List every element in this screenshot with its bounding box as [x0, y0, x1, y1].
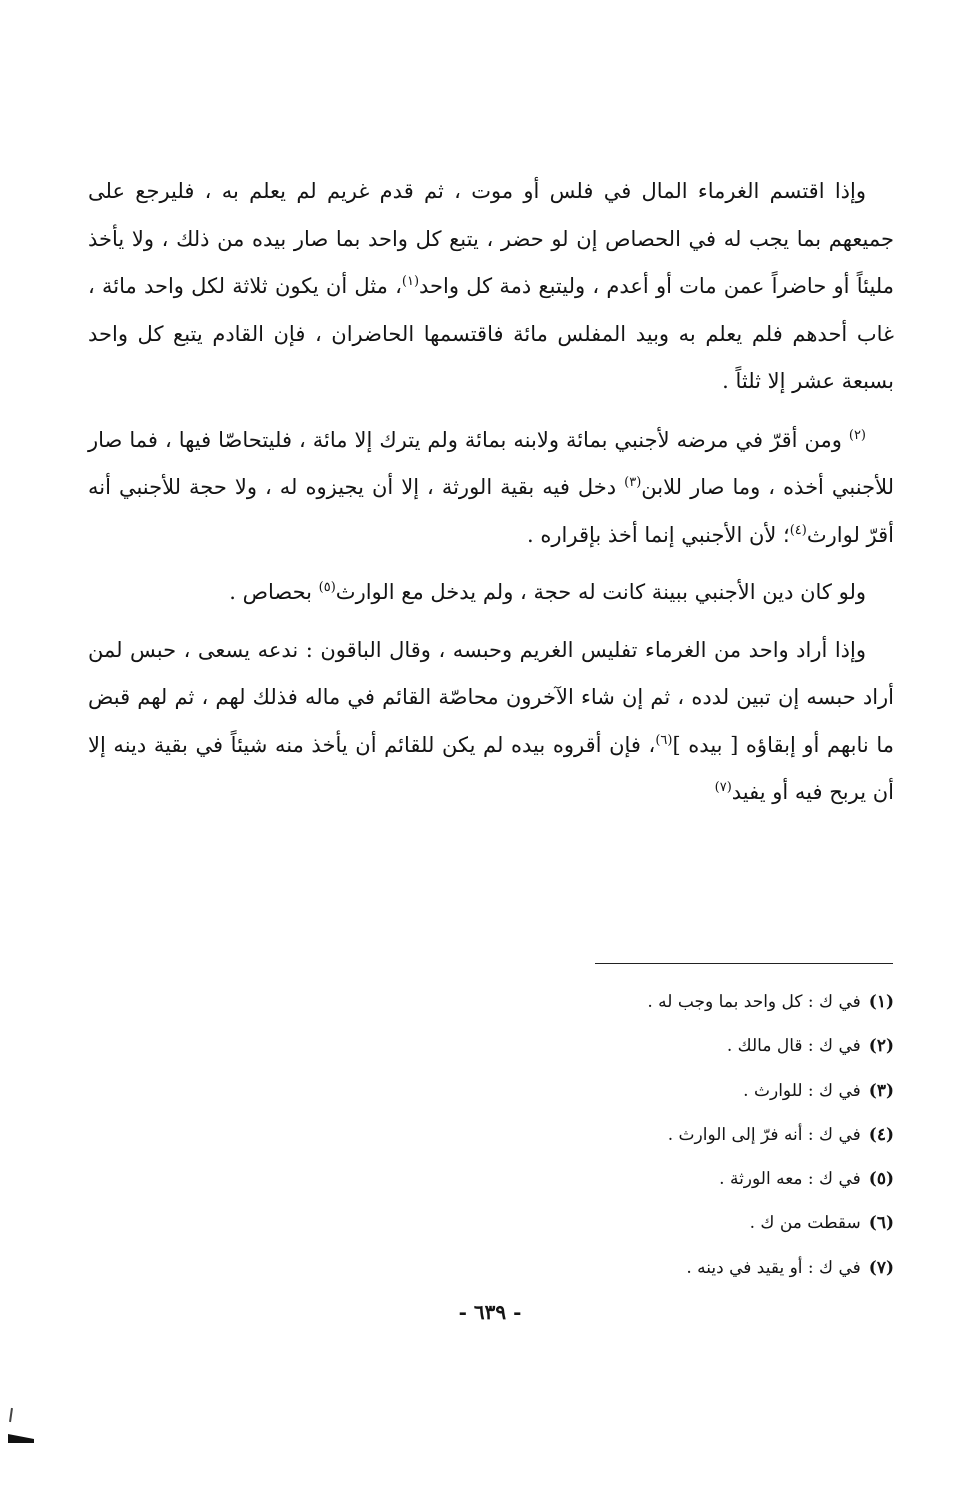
paragraph-1 — [88, 168, 894, 406]
footnote-text: في ك : أو يقيد في دينه . — [686, 1257, 861, 1278]
footnote-item — [300, 1024, 894, 1068]
margin-edge-mark — [8, 1434, 34, 1443]
footnote-item — [300, 980, 894, 1024]
footnote-ref: (٦) — [655, 732, 673, 748]
text-run: ، مثل أن يكون ثلاثة لكل واحد مائة ، غاب أحدهم فلم يعلم به وبيد المفلس مائة فاقتسمها الحاضران ، فإن القادم يتبع كل واحد بسبعة عشر إلا ثلثاً . — [88, 274, 894, 393]
footnote-ref: (٧) — [714, 780, 732, 795]
footnote-number: (٢) — [868, 1036, 894, 1057]
footnote-number: (٥) — [868, 1169, 894, 1190]
footnote-ref: (٤) — [789, 522, 807, 538]
footnote-item — [300, 1246, 894, 1290]
footnote-item — [300, 1157, 894, 1201]
footnote-ref: (٢) — [848, 427, 866, 443]
text-run: ومن أقرّ في مرضه لأجنبي بمائة ولابنه بمائة ولم يترك إلا مائة ، فليتحاصّا فيها ، فما صار للأجنبي أخذه ، وما صار للابن — [88, 427, 894, 499]
text-run: بحصاص . — [229, 580, 319, 604]
footnote-divider — [595, 963, 893, 964]
footnote-text: في ك : كل واحد بما وجب له . — [647, 992, 861, 1012]
text-run: وإذا اقتسم الغرماء المال في فلس أو موت ، ثم قدم غريم لم يعلم به ، فليرجع على جميعهم بما يجب له في الحصاص إن لو حضر ، يتبع كل واحد بما صار بيده من ذلك ، ولا يأخذ مليئاً أو حاضراً عمن مات أو أعدم ، وليتبع ذمة كل واحد — [88, 179, 894, 298]
footnote-number: (٣) — [868, 1080, 894, 1101]
footnote-number: (٤) — [868, 1124, 894, 1145]
footnote-text: في ك : أنه فرّ إلى الوارث . — [667, 1124, 861, 1145]
footnote-ref: (٥) — [318, 580, 336, 595]
footnote-ref: (١) — [401, 274, 420, 289]
text-run: وإذا أراد واحد من الغرماء تفليس الغريم وحبسه ، وقال الباقون : ندعه يسعى ، حبس لمن أراد حبسه إن تبين لدده ، ثم إن شاء الآخرون محاصّة القائم في ماله فذلك لهم ، ثم لهم قبض ما نابهم أو إبقاؤه [ بيده ] — [88, 637, 895, 757]
paragraph-4 — [88, 627, 894, 817]
footnote-text: في ك : معه الورثة . — [719, 1169, 861, 1190]
paragraph-2 — [88, 417, 894, 560]
footnote-item — [300, 1201, 894, 1245]
footnote-item — [300, 1069, 894, 1113]
footnote-number: (٧) — [868, 1257, 894, 1278]
footnote-ref: (٣) — [624, 475, 642, 490]
footnote-text: في ك : قال مالك . — [726, 1036, 861, 1057]
footnote-number: (٦) — [868, 1213, 894, 1234]
text-run: ولو كان دين الأجنبي ببينة كانت له حجة ، ولم يدخل مع الوارث — [335, 580, 866, 604]
margin-tick-mark — [9, 1408, 13, 1422]
main-text-block — [88, 168, 894, 828]
text-run: ؛ لأن الأجنبي إنما أخذ بإقراره . — [527, 522, 790, 547]
page-number: - ٦٣٩ - — [458, 1300, 522, 1324]
text-run: دخل فيه بقية الورثة ، إلا أن يجيزوه له ، ولا حجة للأجنبي أنه أقرّ لوارث — [88, 475, 894, 547]
footnote-number: (١) — [868, 992, 894, 1012]
footnote-text: في ك : للوارث . — [743, 1080, 861, 1101]
paragraph-3 — [88, 569, 894, 617]
footnote-text: سقطت من ك . — [749, 1213, 861, 1234]
footnotes-list — [300, 980, 894, 1290]
text-run: ، فإن أقروه بيده لم يكن للقائم أن يأخذ منه شيئاً في بقية دينه إلا أن يربح فيه أو يفيد — [88, 732, 894, 804]
footnote-item — [300, 1113, 894, 1157]
